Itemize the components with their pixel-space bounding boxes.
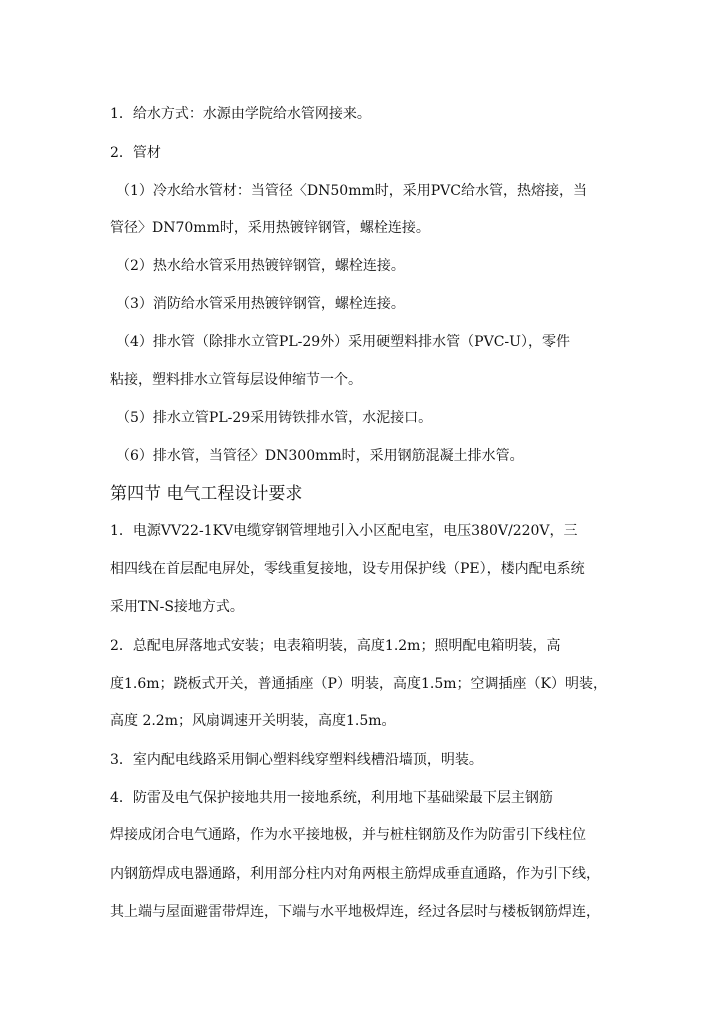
- paragraph-lightning-line1: 4．防雷及电气保护接地共用一接地系统，利用地下基础梁最下层主钢筋: [110, 790, 553, 806]
- paragraph-drain-pipe-line1: （4）排水管（除排水立管PL-29外）采用硬塑料排水管（PVC-U），零件: [116, 334, 570, 350]
- paragraph-drain-riser: （5）排水立管PL-29采用铸铁排水管，水泥接口。: [116, 410, 433, 426]
- paragraph-concrete-drain: （6）排水管，当管径〉DN300mm时，采用钢筋混凝土排水管。: [116, 448, 524, 464]
- paragraph-water-supply-method: 1．给水方式：水源由学院给水管网接来。: [110, 106, 371, 122]
- paragraph-fire-water-pipe: （3）消防给水管采用热镀锌钢管，螺栓连接。: [116, 296, 405, 312]
- paragraph-power-source-line2: 相四线在首层配电屏处，零线重复接地，设专用保护线（PE），楼内配电系统: [110, 561, 585, 577]
- paragraph-cold-water-pipe-line1: （1）冷水给水管材：当管径〈DN50mm时，采用PVC给水管，热熔接，当: [116, 183, 587, 199]
- paragraph-pipe-materials-heading: 2．管材: [110, 145, 161, 161]
- paragraph-cold-water-pipe-line2: 管径〉DN70mm时，采用热镀锌钢管，螺栓连接。: [110, 220, 430, 236]
- paragraph-lightning-line3: 内钢筋焊成电器通路，利用部分柱内对角两根主筋焊成垂直通路，作为引下线，: [110, 866, 600, 882]
- paragraph-distribution-line2: 度1.6m；跷板式开关，普通插座（P）明装，高度1.5m；空调插座（K）明装，: [110, 676, 607, 692]
- paragraph-power-source-line3: 采用TN-S接地方式。: [110, 599, 244, 615]
- paragraph-drain-pipe-line2: 粘接，塑料排水立管每层设伸缩节一个。: [110, 372, 362, 388]
- paragraph-lightning-line4: 其上端与屋面避雷带焊连，下端与水平地极焊连，经过各层时与楼板钢筋焊连，: [110, 904, 600, 920]
- paragraph-lightning-line2: 焊接成闭合电气通路，作为水平接地极，并与桩柱钢筋及作为防雷引下线柱位: [110, 827, 586, 843]
- paragraph-indoor-wiring: 3．室内配电线路采用铜心塑料线穿塑料线槽沿墙顶，明装。: [110, 752, 483, 768]
- paragraph-hot-water-pipe: （2）热水给水管采用热镀锌钢管，螺栓连接。: [116, 258, 405, 274]
- paragraph-distribution-line3: 高度 2.2m；风扇调速开关明装，高度1.5m。: [110, 713, 396, 729]
- paragraph-power-source-line1: 1．电源VV22-1KV电缆穿钢管埋地引入小区配电室，电压380V/220V，三: [110, 523, 578, 539]
- section-heading-electrical: 第四节 电气工程设计要求: [110, 484, 303, 504]
- paragraph-distribution-line1: 2．总配电屏落地式安装；电表箱明装，高度1.2m；照明配电箱明装，高: [110, 638, 561, 654]
